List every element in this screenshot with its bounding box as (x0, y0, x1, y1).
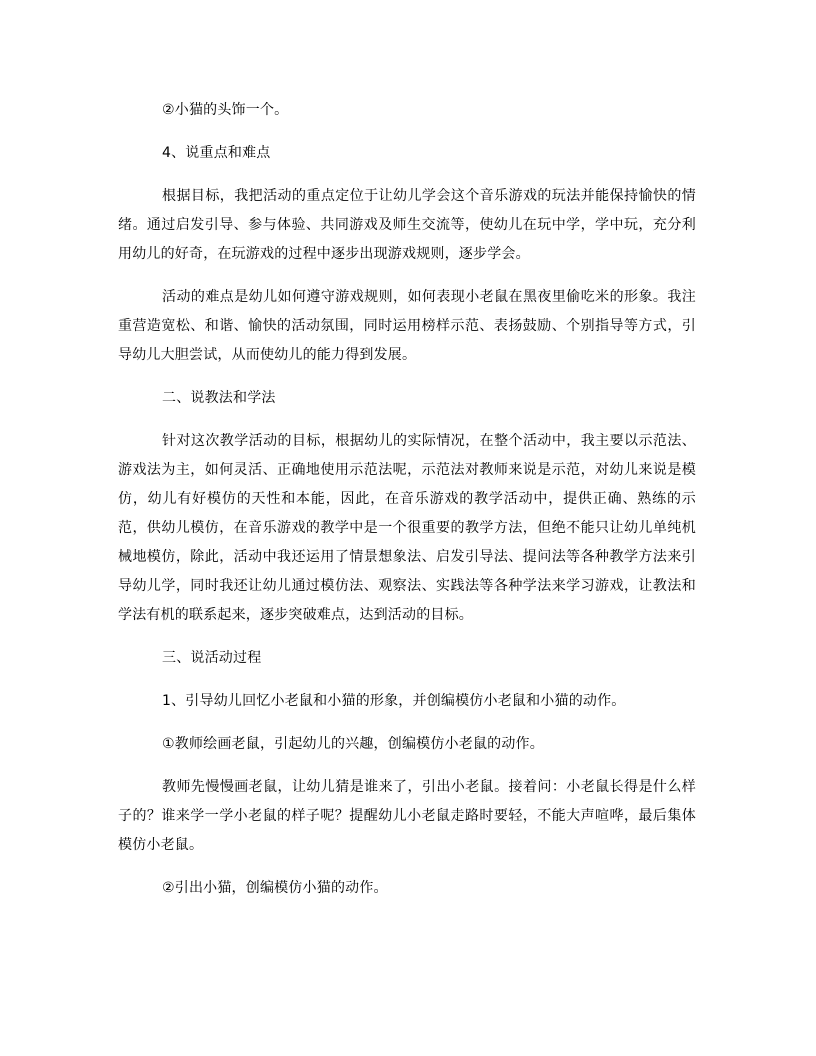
paragraph-step-1-a: ①教师绘画老鼠，引起幼儿的兴趣，创编模仿小老鼠的动作。 (162, 736, 544, 752)
paragraph-draw-mouse: 教师先慢慢画老鼠，让幼儿猜是谁来了，引出小老鼠。接着问：小老鼠长得是什么样子的？谁来学一学小老鼠的样子呢？提醒幼儿小老鼠走路时要轻，不能大声喧哗，最后集体模仿小老鼠。 (118, 779, 696, 853)
heading-key-difficult-points: 4、说重点和难点 (162, 145, 271, 161)
paragraph-step-1-b: ②引出小猫，创编模仿小猫的动作。 (162, 880, 388, 896)
paragraph-key-point: 根据目标，我把活动的重点定位于让幼儿学会这个音乐游戏的玩法并能保持愉快的情绪。通过启发引导、参与体验、共同游戏及师生交流等，使幼儿在玩中学，学中玩，充分利用幼儿的好奇，在玩游戏的过程中逐步出现游戏规则，逐步学会。 (118, 188, 696, 262)
document-body (118, 96, 696, 903)
heading-teaching-methods: 二、说教法和学法 (162, 390, 276, 406)
paragraph-step-1: 1、引导幼儿回忆小老鼠和小猫的形象，并创编模仿小老鼠和小猫的动作。 (162, 693, 626, 709)
paragraph-cat-headwear: ②小猫的头饰一个。 (162, 102, 289, 118)
heading-activity-process: 三、说活动过程 (162, 650, 262, 666)
paragraph-teaching-methods: 针对这次教学活动的目标，根据幼儿的实际情况，在整个活动中，我主要以示范法、游戏法为主，如何灵活、正确地使用示范法呢，示范法对教师来说是示范，对幼儿来说是模仿，幼儿有好模仿的天性和本能，因此，在音乐游戏的教学活动中，提供正确、熟练的示范，供幼儿模仿，在音乐游戏的教学中是一个很重要的教学方法，但绝不能只让幼儿单纯机械地模仿，除此，活动中我还运用了情景想象法、启发引导法、提问法等各种教学方法来引导幼儿学，同时我还让幼儿通过模仿法、观察法、实践法等各种学法来学习游戏，让教法和学法有机的联系起来，逐步突破难点，达到活动的目标。 (118, 433, 696, 623)
paragraph-difficult-point: 活动的难点是幼儿如何遵守游戏规则，如何表现小老鼠在黑夜里偷吃米的形象。我注重营造宽松、和谐、愉快的活动氛围，同时运用榜样示范、表扬鼓励、个别指导等方式，引导幼儿大胆尝试，从而使幼儿的能力得到发展。 (118, 289, 696, 363)
